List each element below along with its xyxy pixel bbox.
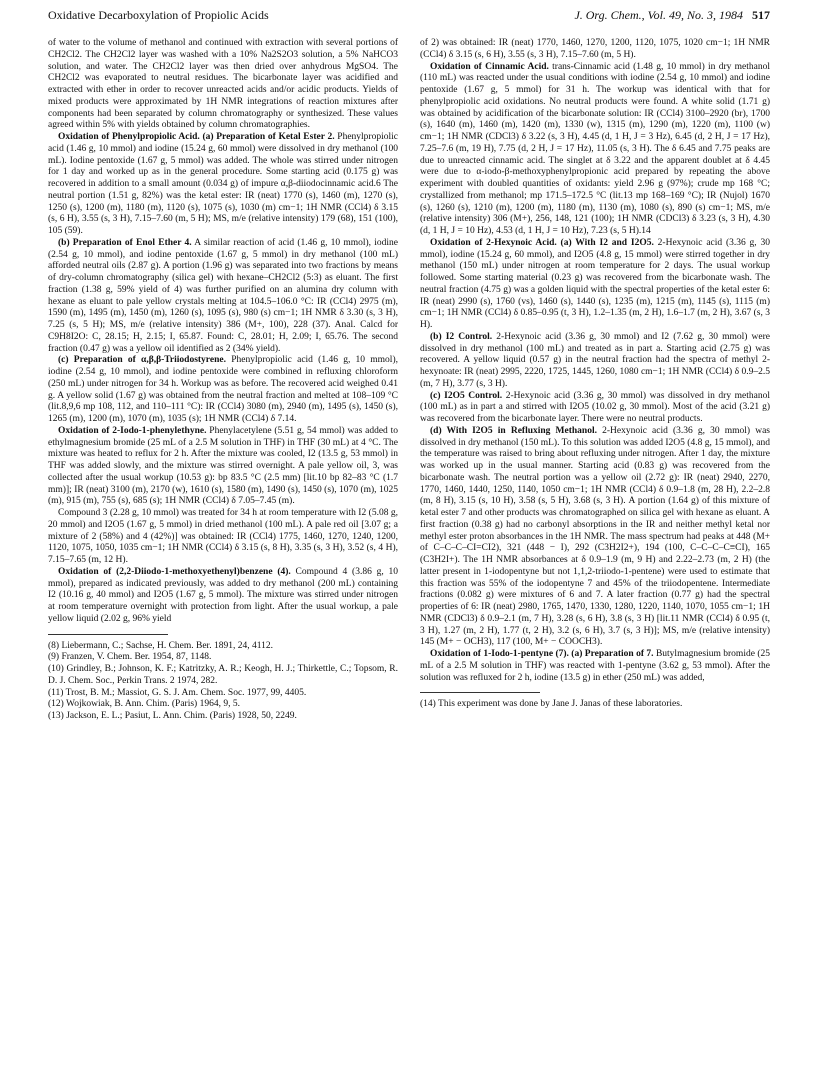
paragraph: Compound 3 (2.28 g, 10 mmol) was treated for 34 h at room temperature with I2 (5.08 g, 20 mmol) and I2O5 (1.67 g, 5 mmol) in dried methanol (100 mL). A pale red oil [3.07 g; a mixture of 2 (58%) and 4 (42%)] was obtained: IR (CCl4) 1775, 1460, 1270, 1240, 1200, 1120, 1075, 1050, 1035 cm−1; 1H NMR (CCl4) δ 3.15 (s, 8 H), 3.35 (s, 3 H), 3.52 (s, 4 H), 7.15–7.65 (m, 12 H). (48, 508, 398, 565)
footnote: (11) Trost, B. M.; Massiot, G. S. J. Am. Chem. Soc. 1977, 99, 4405. (48, 687, 307, 698)
paragraph-text: 2-Hexynoic acid (3.36 g, 30 mmol) was dissolved in dry methanol (150 mL). To this solution was added I2O5 (4.8 g, 15 mmol), and the temperature was raised to bring about refluxing under nitrogen. After 1 day, the mixture was worked up in the usual manner. Starting acid (0.83 g) was recovered from the bicarbonate wash. The neutral portion was a yellow oil (2.72 g): IR (neat) 2940, 2270, 1770, 1460, 1440, 1250, 1140, 1050 cm−1; 1H NMR (CCl4) δ 0.9–1.8 (m, 28 H), 2.2–2.8 (m, 8 H), 3.15 (s, 10 H), 3.58 (s, 5 H), 3.68 (s, 3 H). A portion (1.64 g) of this mixture of ketal ester 7 and other products was chromatographed on silica gel with hexane as eluant. A first fraction (0.38 g) had no carbonyl absorptions in the IR and neither methyl ketal nor methyl ester proton absorbances in the 1H NMR. The mass spectrum had peaks at 448 (M+ of C–C–C–CI=CI2), 321 (448 − I), 292 (C3H2I2+), 194 (100, C–C–C–C≡CI), 165 (C3H2I+). The 1H NMR absorbances at δ 0.9–1.9 (m, 9 H) and 2.22–2.73 (m, 2 H) (the latter present in 1-iodopentyne but not 1,1,2-triiodo-1-pentene) were used to estimate that this fraction was 55% of the iodopentyne 7 and 45% of the triiodopentene. Intermediate fractions (0.082 g) were mixtures of 6 and 7. A later fraction (0.77 g) had the spectral properties of 6: IR (neat) 2980, 1765, 1470, 1330, 1280, 1220, 1140, 1070, 1055 cm−1; 1H NMR (CDCl3) δ 0.9–2.1 (m, 7 H), 3.28 (s, 6 H), 3.8 (s, 3 H) [lit.11 NMR (CCl4) δ 0.95 (t, 3 H), 1.27 (m, 2 H), 1.77 (t, 2 H), 3.2 (s, 6 H), 3.7 (s, 3 H)]; MS, m/e (relative intensity) 145 (M+ − OCH3), 117 (100, M+ − COOCH3). (420, 425, 770, 648)
section-heading: Oxidation of Cinnamic Acid. (430, 61, 549, 72)
footnote: (9) Franzen, V. Chem. Ber. 1954, 87, 1148. (48, 652, 212, 663)
footnotes (420, 699, 770, 711)
running-title: Oxidative Decarboxylation of Propiolic Acids (48, 8, 269, 22)
paragraph (420, 238, 770, 332)
section-heading: Oxidation of 2-Hexynoic Acid. (a) With I2 and I2O5. (430, 237, 654, 248)
paragraph-text: Butylmagnesium bromide (25 mL of a 2.5 M solution in THF) was reacted with 1-pentyne (3.62 g, 53 mmol). After the solution was refluxed for 2 h, iodine (13.5 g) in ether (250 mL) was added, (420, 649, 770, 683)
section-heading: Oxidation of (2,2-Diiodo-1-methoxyethenyl)benzene (4). (58, 566, 291, 577)
paragraph (420, 332, 770, 391)
paragraph (48, 132, 398, 238)
paragraph (48, 567, 398, 626)
footnote: (8) Liebermann, C.; Sachse, H. Chem. Ber. 1891, 24, 4112. (48, 640, 273, 651)
left-column (48, 38, 398, 723)
paragraph (420, 649, 770, 684)
journal-citation (574, 8, 770, 23)
section-heading: (d) With I2O5 in Refluxing Methanol. (430, 425, 597, 436)
paragraph-text: 2-Hexynoic acid (3.36 g, 30 mmol), iodine (15.24 g, 60 mmol), and I2O5 (4.8 g, 15 mmol) were stirred together in dry methanol (150 mL) under nitrogen at room temperature for 2 days. The usual workup followed. Some starting material (0.23 g) was recovered from the bicarbonate wash. The neutral fraction (4.75 g) was a golden liquid with the spectral properties of the ketal ester 6: IR (neat) 2990 (s), 1760 (vs), 1460 (s), 1440 (s), 1235 (m), 1215 (m), 1145 (s), 1115 (m) cm−1; 1H NMR (CCl4) δ 0.85–0.95 (t, 3 H), 1.2–1.35 (m, 2 H), 1.6–1.7 (m, 2 H), 3.67 (s, 3 H). (420, 237, 770, 330)
section-heading: Oxidation of 2-Iodo-1-phenylethyne. (58, 425, 207, 436)
footnote: (14) This experiment was done by Jane J. Janas of these laboratories. (420, 699, 683, 710)
section-heading: (c) Preparation of α,β,β-Triiodostyrene. (58, 355, 226, 366)
paragraph-text: 2-Hexynoic acid (3.36 g, 30 mmol) and I2 (7.62 g, 30 mmol) were dissolved in dry methanol (100 mL) and treated as in part a. Starting acid (2.75 g) was recovered. A yellow liquid (0.57 g) in the neutral fraction had the spectra of methyl 2-hexynoate: IR (neat) 2995, 2220, 1725, 1445, 1260, 1080 cm−1; 1H NMR (CCl4) δ 0.9–2.5 (m, 7 H), 3.77 (s, 3 H). (420, 331, 770, 389)
section-heading: (b) Preparation of Enol Ether 4. (58, 237, 192, 248)
paragraph-text: Phenylacetylene (5.51 g, 54 mmol) was added to ethylmagnesium bromide (25 mL of a 2.5 M solution in THF) in THF (30 mL) at 4 °C. The mixture was heated to reflux for 2 h. After the mixture was cooled, I2 (13.5 g, 53 mmol) in THF was added slowly, and the mixture was stirred overnight. A pale yellow oil, 3, was collected after the usual workup (10.53 g): bp 83.5 °C (2.5 mm) [lit.10 bp 82–83 °C (1.7 mm)]; IR (neat) 3100 (m), 2170 (w), 1610 (s), 1580 (m), 1490 (s), 1450 (s), 1070 (m), 1025 (m), 915 (m), 755 (s), 685 (s); 1H NMR (CCl4) δ 7.05–7.45 (m). (48, 425, 399, 507)
paragraph (48, 426, 398, 508)
paragraph (420, 426, 770, 649)
journal-name: J. Org. Chem., Vol. 49, No. 3, 1984 (574, 8, 743, 22)
footnote: (10) Grindley, B.; Johnson, K. F.; Katritzky, A. R.; Keogh, H. J.; Thirkettle, C.; Topsom, R. D. J. Chem. Soc., Perkin Trans. 2 1974, 282. (48, 664, 398, 686)
paragraph (48, 238, 398, 356)
section-heading: (b) I2 Control. (430, 331, 493, 342)
paragraph-text: 2-Hexynoic acid (3.36 g, 30 mmol) was dissolved in dry methanol (100 mL) as in part a and stirred with I2O5 (10.02 g, 30 mmol). Most of the acid (3.21 g) was recovered from the bicarbonate layer. There were no neutral products. (420, 390, 770, 424)
paragraph: of water to the volume of methanol and continued with extraction with several portions of CH2Cl2. The CH2Cl2 layer was washed with a 10% Na2S2O3 solution, a 5% NaHCO3 solution, and water. The CH2Cl2 layer was then dried over anhydrous MgSO4. The CH2Cl2 was evaporated to neutral residues. The bicarbonate layer was acidified and extracted with ether in order to recover unreacted acids and/or acidic products. Yields of mixed products were approximated by 1H NMR integrations of reaction mixtures after components had been separated by column chromatography or synthesized. These values agreed within 5% with yields obtained by column chromatographies. (48, 38, 398, 131)
running-header (48, 8, 770, 26)
section-heading: (c) I2O5 Control. (430, 390, 503, 401)
right-column (420, 38, 770, 723)
section-heading: Oxidation of 1-Iodo-1-pentyne (7). (a) Preparation of 7. (430, 649, 654, 659)
section-heading: Oxidation of Phenylpropiolic Acid. (a) Preparation of Ketal Ester 2. (58, 132, 335, 142)
paragraph (420, 391, 770, 426)
two-column-body (48, 38, 770, 723)
footnote: (13) Jackson, E. L.; Pasiut, L. Ann. Chim. (Paris) 1928, 50, 2249. (48, 711, 297, 721)
paragraph (420, 62, 770, 238)
paragraph-text: Compound 4 (3.86 g, 10 mmol), prepared as indicated previously, was added to dry methanol (200 mL) containing I2 (10.16 g, 40 mmol) and I2O5 (1.67 g, 5 mmol). The mixture was stirred under nitrogen at room temperature overnight with protection from light. After the usual workup, a pale yellow liquid (2.02 g, 96% yield (48, 566, 398, 624)
footnotes (48, 641, 398, 723)
paragraph-text: Phenylpropiolic acid (1.46 g, 10 mmol), iodine (2.54 g, 10 mmol), and iodine pentoxide were combined in refluxing chloroform (250 mL) under nitrogen for 34 h. Workup was as before. The recovered acid weighed 0.41 g. A yellow solid (1.67 g) was obtained from the neutral fraction and melted at 108–109 °C (lit.8,9,6 mp 108, 112, and 110–111 °C): IR (CCl4) 3080 (m), 2940 (m), 1495 (s), 1450 (s), 1265 (m), 1200 (m), 1070 (m), 1035 (s); 1H NMR (CCl4) δ 7.14. (48, 355, 398, 424)
paragraph-text: Phenylpropiolic acid (1.46 g, 10 mmol) and iodine (15.24 g, 60 mmol) were dissolved in dry methanol (100 mL). Iodine pentoxide (1.67 g, 5 mmol) was added. The whole was stirred under nitrogen for 1 day and worked up as in the general procedure. Some starting acid (0.175 g) was recovered in addition to a small amount (0.034 g) of impure α,β-diiodocinnamic acid.6 The neutral portion (1.51 g, 82%) was the ketal ester: IR (neat) 1770 (s), 1460 (m), 1270 (s), 1250 (s), 1200 (m), 1180 (m), 1120 (s), 1075 (s), 1030 (m) cm−1; 1H NMR (CCl4) δ 3.15 (s, 6 H), 3.55 (s, 3 H), 7.15–7.60 (m, 5 H); MS, m/e (relative intensity) 179 (68), 151 (100), 105 (59). (48, 132, 398, 236)
footnote-rule (420, 692, 540, 693)
paragraph-text: A similar reaction of acid (1.46 g, 10 mmol), iodine (2.54 g, 10 mmol), and iodine pentoxide (1.67 g, 5 mmol) in dry methanol (100 mL) afforded neutral oils (2.87 g). A portion (1.96 g) was separated into two fractions by means of dry-column chromatography (silica gel) with hexane–CH2Cl2 (5:3) as eluant. The first fraction (1.38 g, 59% yield of 4) was further purified on an alumina dry column with hexane as eluant to pale yellow crystals melting at 104.5–106.0 °C: IR (CCl4) 2975 (m), 1590 (m), 1495 (m), 1450 (m), 1260 (s), 1095 (s), 980 (s) cm−1; 1H NMR δ 3.30 (s, 3 H), 7.25 (s, 5 H); MS, m/e (relative intensity) 386 (M+, 100), 228 (37). Anal. Calcd for C9H8I2O: C, 28.15; H, 2.15; I, 65.87. Found: C, 28.01; H, 2.09; I, 65.76. The second fraction (0.47 g) was a yellow oil identified as 2 (34% yield). (48, 237, 398, 354)
footnote: (12) Wojkowiak, B. Ann. Chim. (Paris) 1964, 9, 5. (48, 699, 240, 710)
footnote-rule (48, 634, 168, 635)
paragraph: of 2) was obtained: IR (neat) 1770, 1460, 1270, 1200, 1120, 1075, 1020 cm−1; 1H NMR (CCl4) δ 3.15 (s, 6 H), 3.55 (s, 3 H), 7.15–7.60 (m, 5 H). (420, 38, 770, 60)
page-number: 517 (752, 8, 770, 22)
paragraph-text: trans-Cinnamic acid (1.48 g, 10 mmol) in dry methanol (110 mL) was reacted under the usual conditions with iodine (2.54 g, 10 mmol) and iodine pentoxide (1.67 g, 5 mmol) for 31 h. The workup was identical with that for phenylpropiolic acid oxidations. No neutral products were found. A white solid (1.71 g) was obtained by acidification of the bicarbonate solution: IR (CCl4) 3100–2920 (br), 1700 (s), 1640 (m), 1460 (m), 1420 (m), 1330 (w), 1315 (m), 1290 (m), 1220 (m), 1100 (w) cm−1; 1H NMR (CDCl3) δ 3.22 (s, 3 H), 4.45 (d, 1 H, J = 3 Hz), 6.45 (d, 2 H, J = 17 Hz), 7.25–7.6 (m, 19 H), 7.75 (d, 2 H, J = 17 Hz), 11.05 (s, 3 H). The δ 6.45 and 7.75 peaks are due to unreacted cinnamic acid. The singlet at δ 3.22 and the apparent doublet at δ 4.45 were due to α-iodo-β-methoxyphenylpropionic acid prepared by repeating the above experiment with doubled quantities of oxidants: yield 2.96 g (97%); crude mp 168 °C; crystallized from methanol; mp 171.5–172.5 °C (lit.13 mp 168–169 °C); IR (Nujol) 1670 (s), 1260 (s), 1210 (m), 1200 (m), 1180 (m), 1130 (m), 1080 (s), 890 (s) cm−1; MS, m/e (relative intensity) 306 (M+), 256, 148, 121 (100); 1H NMR (CDCl3) δ 3.23 (s, 3 H), 4.30 (d, 1 H, J = 10 Hz), 4.53 (d, 1 H, J = 10 Hz), 7.23 (s, 5 H).14 (420, 61, 771, 236)
paragraph (48, 355, 398, 426)
